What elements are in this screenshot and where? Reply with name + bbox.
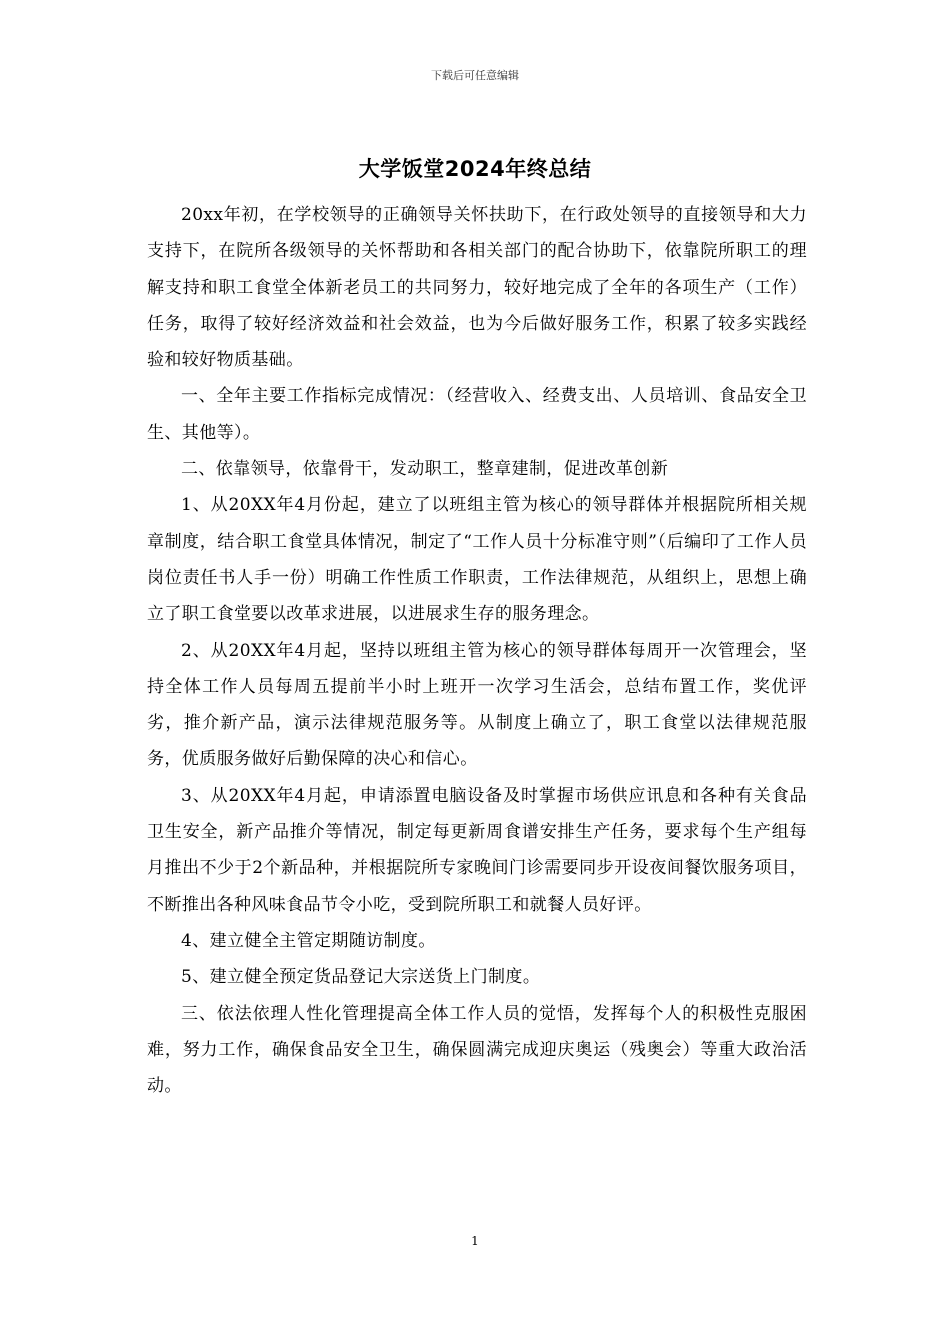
paragraph-item-2: 2、从20XX年4月起，坚持以班组主管为核心的领导群体每周开一次管理会，坚持全体工作人员每周五提前半小时上班开一次学习生活会，总结布置工作，奖优评劣，推介新产品，演示法律规范服务等。从制度上确立了，职工食堂以法律规范服务，优质服务做好后勤保障的决心和信心。 (147, 640, 807, 770)
document-body (147, 197, 807, 1104)
paragraph-intro: 20xx年初，在学校领导的正确领导关怀扶助下，在行政处领导的直接领导和大力支持下，在院所各级领导的关怀帮助和各相关部门的配合协助下，依靠院所职工的理解支持和职工食堂全体新老员工的共同努力，较好地完成了全年的各项生产（工作）任务，取得了较好经济效益和社会效益，也为今后做好服务工作，积累了较多实践经验和较好物质基础。 (147, 205, 807, 371)
paragraph-item-4: 4、建立健全主管定期随访制度。 (181, 930, 436, 951)
paragraph-item-1: 1、从20XX年4月份起，建立了以班组主管为核心的领导群体并根据院所相关规章制度，结合职工食堂具体情况，制定了“工作人员十分标准守则”（后编印了工作人员岗位责任书人手一份）明确工作性质工作职责，工作法律规范，从组织上，思想上确立了职工食堂要以改革求进展，以进展求生存的服务理念。 (147, 495, 807, 625)
paragraph-item-5: 5、建立健全预定货品登记大宗送货上门制度。 (181, 967, 541, 988)
paragraph-section-1: 一、全年主要工作指标完成情况：（经营收入、经费支出、人员培训、食品安全卫生、其他等）。 (147, 386, 807, 443)
page-number: 1 (471, 1234, 479, 1248)
paragraph-item-3: 3、从20XX年4月起，申请添置电脑设备及时掌握市场供应讯息和各种有关食品卫生安全，新产品推介等情况，制定每更新周食谱安排生产任务，要求每个生产组每月推出不少于2个新品种，并根据院所专家晚间门诊需要同步开设夜间餐饮服务项目，不断推出各种风味食品节令小吃，受到院所职工和就餐人员好评。 (147, 785, 807, 915)
paragraph-section-2: 二、依靠领导，依靠骨干，发动职工，整章建制，促进改革创新 (181, 459, 669, 480)
page-header: 下载后可任意编辑 (431, 69, 519, 82)
document-title: 大学饭堂2024年终总结 (358, 157, 592, 181)
paragraph-section-3: 三、依法依理人性化管理提高全体工作人员的觉悟，发挥每个人的积极性克服困难，努力工作，确保食品安全卫生，确保圆满完成迎庆奥运（残奥会）等重大政治活动。 (147, 1003, 807, 1097)
